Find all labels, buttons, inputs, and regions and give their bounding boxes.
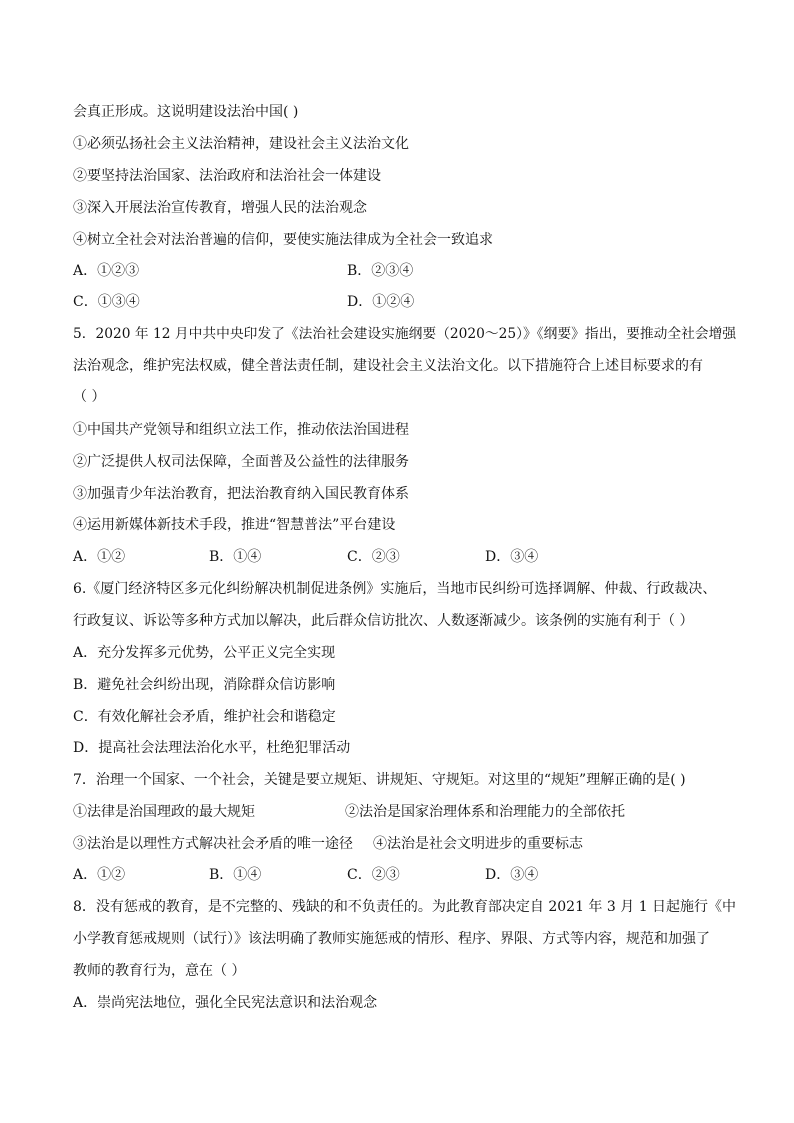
q6-option-c[interactable]: C．有效化解社会矛盾，维护社会和谐稳定 xyxy=(73,709,336,725)
q7-option-d[interactable]: D．③④ xyxy=(485,867,539,883)
q4-stem-tail: 会真正形成。这说明建设法治中国( ) xyxy=(73,104,299,120)
q8-stem-line-2: 小学教育惩戒规则（试行）》该法明确了教师实施惩戒的情形、程序、界限、方式等内容，规范和加强了 xyxy=(73,931,710,947)
q8-stem-line-1: 8．没有惩戒的教育，是不完整的、残缺的和不负责任的。为此教育部决定自 2021 年 3 月 1 日起施行《中 xyxy=(73,899,737,915)
q8-stem-line-3: 教师的教育行为，意在（ ） xyxy=(73,963,246,979)
q4-item-4: ④树立全社会对法治普遍的信仰，要使实施法律成为全社会一致追求 xyxy=(73,232,493,248)
q6-option-a[interactable]: A．充分发挥多元优势，公平正义完全实现 xyxy=(73,645,336,661)
q4-option-d[interactable]: D．①②④ xyxy=(347,294,415,310)
q6-option-b[interactable]: B．避免社会纠纷出现，消除群众信访影响 xyxy=(73,677,336,693)
q5-option-c[interactable]: C．②③ xyxy=(347,549,400,565)
q7-item-3: ③法治是以理性方式解决社会矛盾的唯一途径 xyxy=(73,836,353,852)
q4-item-2: ②要坚持法治国家、法治政府和法治社会一体建设 xyxy=(73,168,381,184)
q4-item-1: ①必须弘扬社会主义法治精神，建设社会主义法治文化 xyxy=(73,136,409,152)
q5-option-b[interactable]: B．①④ xyxy=(209,549,262,565)
q8-option-a[interactable]: A．崇尚宪法地位，强化全民宪法意识和法治观念 xyxy=(73,995,378,1011)
q4-option-a[interactable]: A．①②③ xyxy=(73,263,140,279)
q4-option-c[interactable]: C．①③④ xyxy=(73,294,140,310)
q7-option-a[interactable]: A．①② xyxy=(73,867,126,883)
q5-item-2: ②广泛提供人权司法保障，全面普及公益性的法律服务 xyxy=(73,454,409,470)
q7-option-b[interactable]: B．①④ xyxy=(209,867,262,883)
q5-option-a[interactable]: A．①② xyxy=(73,549,126,565)
q5-stem-line-3: （ ） xyxy=(73,389,106,405)
q4-item-3: ③深入开展法治宣传教育，增强人民的法治观念 xyxy=(73,200,367,216)
q5-option-d[interactable]: D．③④ xyxy=(485,549,539,565)
q5-item-4: ④运用新媒体新技术手段，推进“智慧普法”平台建设 xyxy=(73,517,396,533)
q6-stem-line-1: 6.《厦门经济特区多元化纠纷解决机制促进条例》实施后，当地市民纠纷可选择调解、仲裁、行政裁决、 xyxy=(73,581,717,597)
q6-stem-line-2: 行政复议、诉讼等多种方式加以解决，此后群众信访批次、人数逐渐减少。该条例的实施有利于（ ） xyxy=(73,613,694,629)
q6-option-d[interactable]: D．提高社会法理法治化水平，杜绝犯罪活动 xyxy=(73,740,351,756)
q4-option-b[interactable]: B．②③④ xyxy=(347,263,414,279)
q7-stem: 7．治理一个国家、一个社会，关键是要立规矩、讲规矩、守规矩。对这里的“规矩”理解正确的是( ) xyxy=(73,772,686,788)
q7-item-1: ①法律是治国理政的最大规矩 xyxy=(73,804,255,820)
q5-item-1: ①中国共产党领导和组织立法工作，推动依法治国进程 xyxy=(73,422,409,438)
q5-stem-line-2: 法治观念，维护宪法权威，健全普法责任制，建设社会主义法治文化。以下措施符合上述目标要求的有 xyxy=(73,358,703,374)
q7-item-2: ②法治是国家治理体系和治理能力的全部依托 xyxy=(345,804,625,820)
q5-item-3: ③加强青少年法治教育，把法治教育纳入国民教育体系 xyxy=(73,486,409,502)
q7-option-c[interactable]: C．②③ xyxy=(347,867,400,883)
q5-stem-line-1: 5．2020 年 12 月中共中央印发了《法治社会建设实施纲要（2020～25）》《纲要》指出，要推动全社会增强 xyxy=(73,326,737,342)
q7-item-4: ④法治是社会文明进步的重要标志 xyxy=(373,836,583,852)
